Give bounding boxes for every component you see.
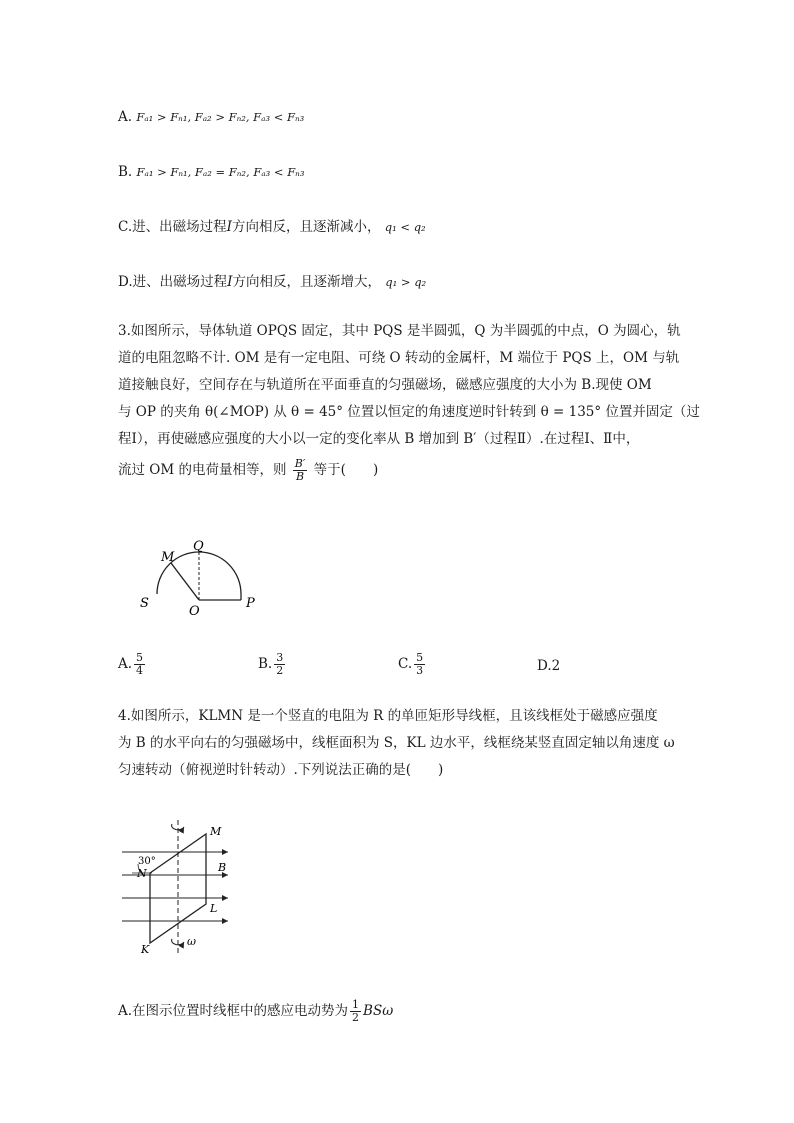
q2-option-b (118, 163, 304, 181)
q4-label-n: N (137, 867, 147, 880)
q4-label-b: B (218, 861, 227, 874)
q3-line-6 (118, 453, 678, 487)
q4-option-a-den: 2 (352, 1011, 360, 1024)
q4-option-a-text: A.在图示位置时线框中的感应电动势为 (118, 1003, 349, 1019)
q3-line-1: 3.如图所示，导体轨道 OPQS 固定，其中 PQS 是半圆弧，Q 为半圆弧的中点，O 为圆心，轨 (118, 323, 681, 339)
q2-option-c (118, 218, 426, 236)
q3-option-c-num: 5 (416, 651, 424, 664)
q2-option-d-text: D.进、出磁场过程 (118, 274, 228, 290)
q3-option-a-num: 5 (136, 651, 144, 664)
q3-ratio-den: B (296, 470, 305, 483)
q4-label-l: L (210, 902, 218, 915)
q3-label-s: S (140, 596, 149, 611)
q3-rod-om (171, 563, 199, 600)
q4-label-angle: 30° (138, 856, 156, 867)
q4-option-a (118, 996, 393, 1026)
q3-line-3: 道接触良好，空间存在与轨道所在平面垂直的匀强磁场，磁感应强度的大小为 B.现使 OM (118, 377, 652, 393)
q3-label-q: Q (193, 539, 204, 554)
q4-line-3: 匀速转动（俯视逆时针转动）.下列说法正确的是( ) (118, 762, 444, 778)
q4-stem (118, 703, 678, 784)
q3-stem (118, 318, 700, 487)
q3-option-b-num: 3 (276, 651, 284, 664)
q4-option-a-fraction (350, 999, 361, 1024)
q3-label-m: M (161, 550, 175, 565)
q3-line-5: 程Ⅰ），再使磁感应强度的大小以一定的变化率从 B 增加到 B′（过程Ⅱ）.在过程Ⅰ、Ⅱ中， (118, 431, 640, 447)
q2-option-d-cmp: q₁ > q₂ (385, 275, 427, 289)
q4-option-a-num: 1 (352, 998, 360, 1011)
q3-option-d-label: D.2 (537, 658, 561, 674)
q3-ratio-fraction (293, 458, 308, 483)
q3-option-b-den: 2 (276, 664, 284, 677)
q3-line-4: 与 OP 的夹角 θ(∠MOP) 从 θ = 45° 位置以恒定的角速度逆时针转到 θ = 135° 位置并固定（过 (118, 404, 700, 420)
q3-line-2: 道的电阻忽略不计. OM 是有一定电阻、可绕 O 转动的金属杆，M 端位于 PQS 上，OM 与轨 (118, 350, 680, 366)
q4-figure (118, 815, 243, 960)
q4-label-m: M (210, 825, 222, 838)
q2-option-b-expr: Fₐ₁ > Fₙ₁, Fₐ₂ = Fₙ₂, Fₐ₃ < Fₙ₃ (136, 165, 305, 179)
q4-line-1: 4.如图所示，KLMN 是一个竖直的电阻为 R 的单匝矩形导线框，且该线框处于磁感应强度 (118, 708, 658, 724)
q2-option-a-expr: Fₐ₁ > Fₙ₁, Fₐ₂ > Fₙ₂, Fₐ₃ < Fₙ₃ (136, 110, 305, 124)
q3-option-a-den: 4 (136, 664, 144, 677)
q2-option-b-label: B. (118, 164, 133, 180)
q4-label-k: K (141, 943, 150, 956)
q3-option-c-den: 3 (416, 664, 424, 677)
q3-option-a-label: A. (118, 656, 133, 672)
q2-option-a-label: A. (118, 109, 133, 125)
q4-line-2: 为 B 的水平向右的匀强磁场中，线框面积为 S，KL 边水平，线框绕某竖直固定轴以角速度 ω (118, 735, 675, 751)
q3-option-b-label: B. (258, 656, 273, 672)
q2-option-d (118, 273, 426, 291)
q3-ratio-num: B′ (294, 457, 306, 470)
q2-option-c-text: C.进、出磁场过程 (118, 219, 227, 235)
q2-option-c-var: I (226, 219, 232, 235)
q3-figure (135, 530, 265, 620)
q3-label-o: O (189, 604, 200, 619)
q3-option-c-label: C. (398, 656, 413, 672)
q3-option-c (398, 652, 427, 677)
q2-option-c-cmp: q₁ < q₂ (384, 220, 426, 234)
q3-line-6-suffix: 等于( ) (313, 462, 379, 478)
q3-option-b (258, 652, 287, 677)
q3-option-a (118, 652, 147, 677)
q2-option-c-rest: 方向相反，且逐渐减小， (231, 219, 381, 235)
q4-label-omega: ω (187, 935, 196, 948)
q2-option-a (118, 108, 304, 126)
q3-option-d (537, 658, 560, 674)
q2-option-d-var: I (227, 274, 233, 290)
q2-option-d-rest: 方向相反，且逐渐增大， (232, 274, 381, 290)
q4-option-a-suffix: BSω (363, 1003, 394, 1019)
q3-label-p: P (246, 596, 255, 611)
q3-line-6-prefix: 流过 OM 的电荷量相等，则 (118, 462, 287, 478)
